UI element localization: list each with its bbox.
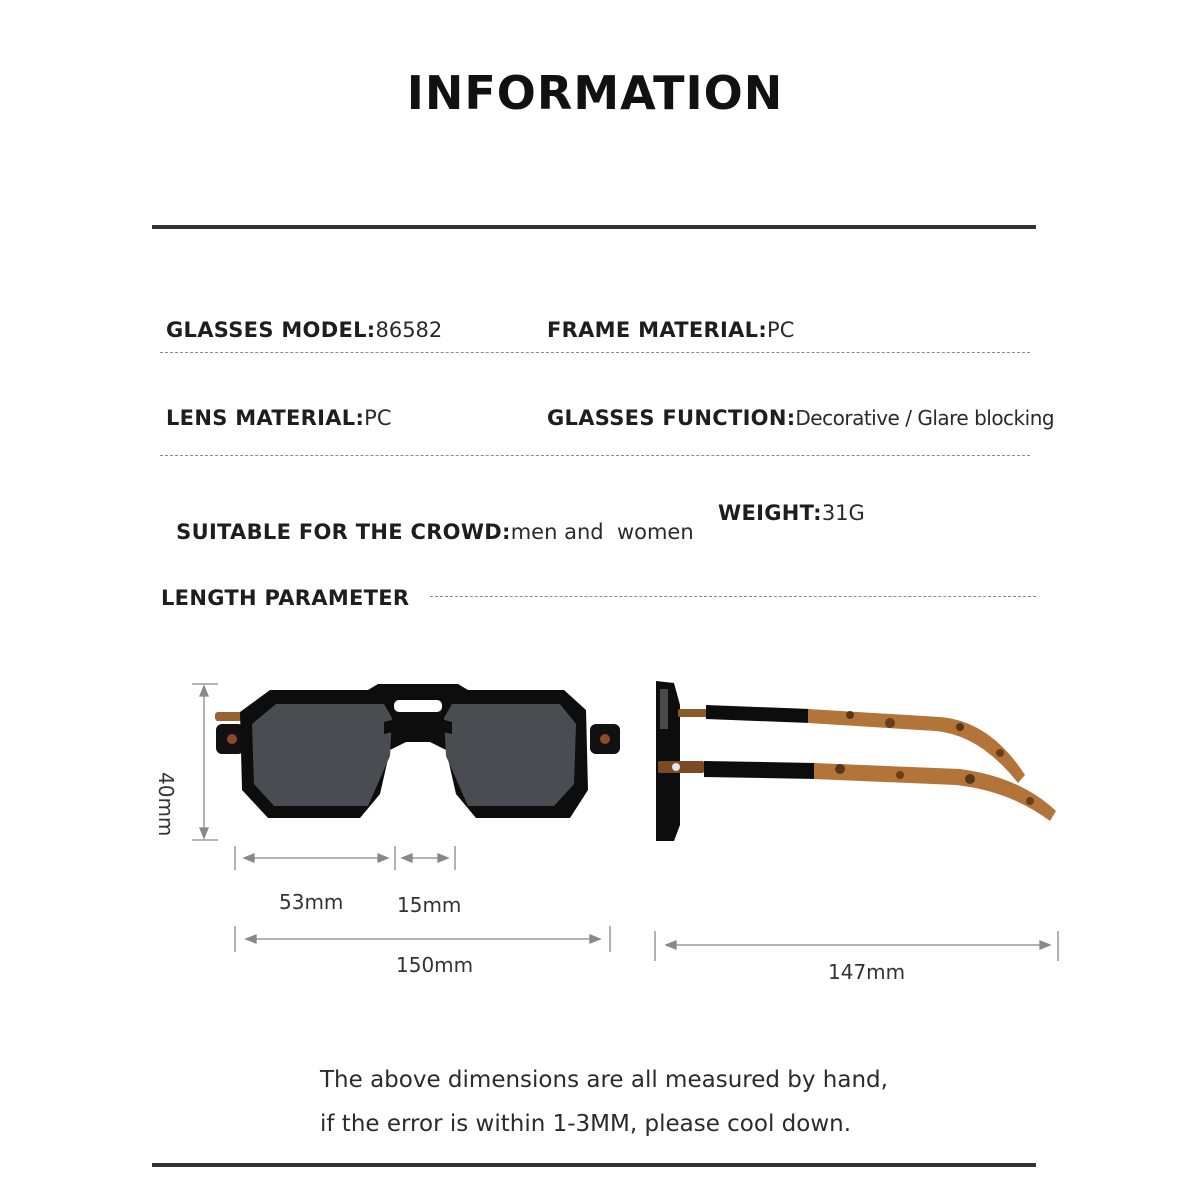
spec-label: LENS MATERIAL:: [166, 406, 365, 430]
lens-bridge-dimension-lines: [235, 846, 455, 870]
spec-label: SUITABLE FOR THE CROWD:: [176, 520, 511, 544]
height-label: 40mm: [154, 772, 178, 837]
spec-value: PC: [767, 318, 795, 342]
frame-width-dimension-line: [235, 926, 610, 952]
spec-glasses-model: [166, 318, 442, 342]
bottom-divider: [152, 1163, 1036, 1167]
spec-label: FRAME MATERIAL:: [547, 318, 768, 342]
spec-value: men and women: [510, 520, 694, 544]
spec-value: 86582: [375, 318, 443, 342]
measurement-note-line2: if the error is within 1-3MM, please cool down.: [320, 1111, 852, 1137]
page-title: INFORMATION: [406, 66, 784, 120]
temple-left: [215, 712, 243, 721]
length-parameter-heading: LENGTH PARAMETER: [161, 586, 410, 610]
spec-lens-material: [166, 406, 391, 430]
spec-crowd: [166, 501, 694, 544]
spec-frame-material: [547, 318, 794, 342]
spec-weight: [718, 501, 865, 525]
lens-width-label: 53mm: [279, 890, 344, 914]
spec-glasses-function: [547, 406, 1054, 430]
spec-value: PC: [364, 406, 392, 430]
spec-label: WEIGHT:: [718, 501, 822, 525]
front-view-diagram: [140, 660, 640, 1000]
spec-value: 31G: [821, 501, 865, 525]
temple-length-label: 147mm: [828, 960, 906, 984]
height-dimension-line: [192, 684, 218, 840]
top-divider: [152, 225, 1036, 229]
dashed-divider: [160, 352, 1030, 353]
dashed-divider: [430, 596, 1036, 597]
bridge-gap: [394, 700, 442, 712]
temple-length-dimension-line: [655, 931, 1058, 961]
spec-value: Decorative / Glare blocking: [795, 406, 1055, 430]
measurement-note-line1: The above dimensions are all measured by hand,: [320, 1067, 888, 1093]
frame-width-label: 150mm: [396, 953, 474, 977]
dashed-divider: [160, 455, 1030, 456]
left-lens: [252, 704, 392, 806]
side-view-diagram: [640, 665, 1080, 985]
temple-lower: [658, 761, 1056, 821]
right-lens: [444, 704, 576, 806]
bridge-label: 15mm: [397, 893, 462, 917]
spec-label: GLASSES MODEL:: [166, 318, 376, 342]
spec-label: GLASSES FUNCTION:: [547, 406, 796, 430]
